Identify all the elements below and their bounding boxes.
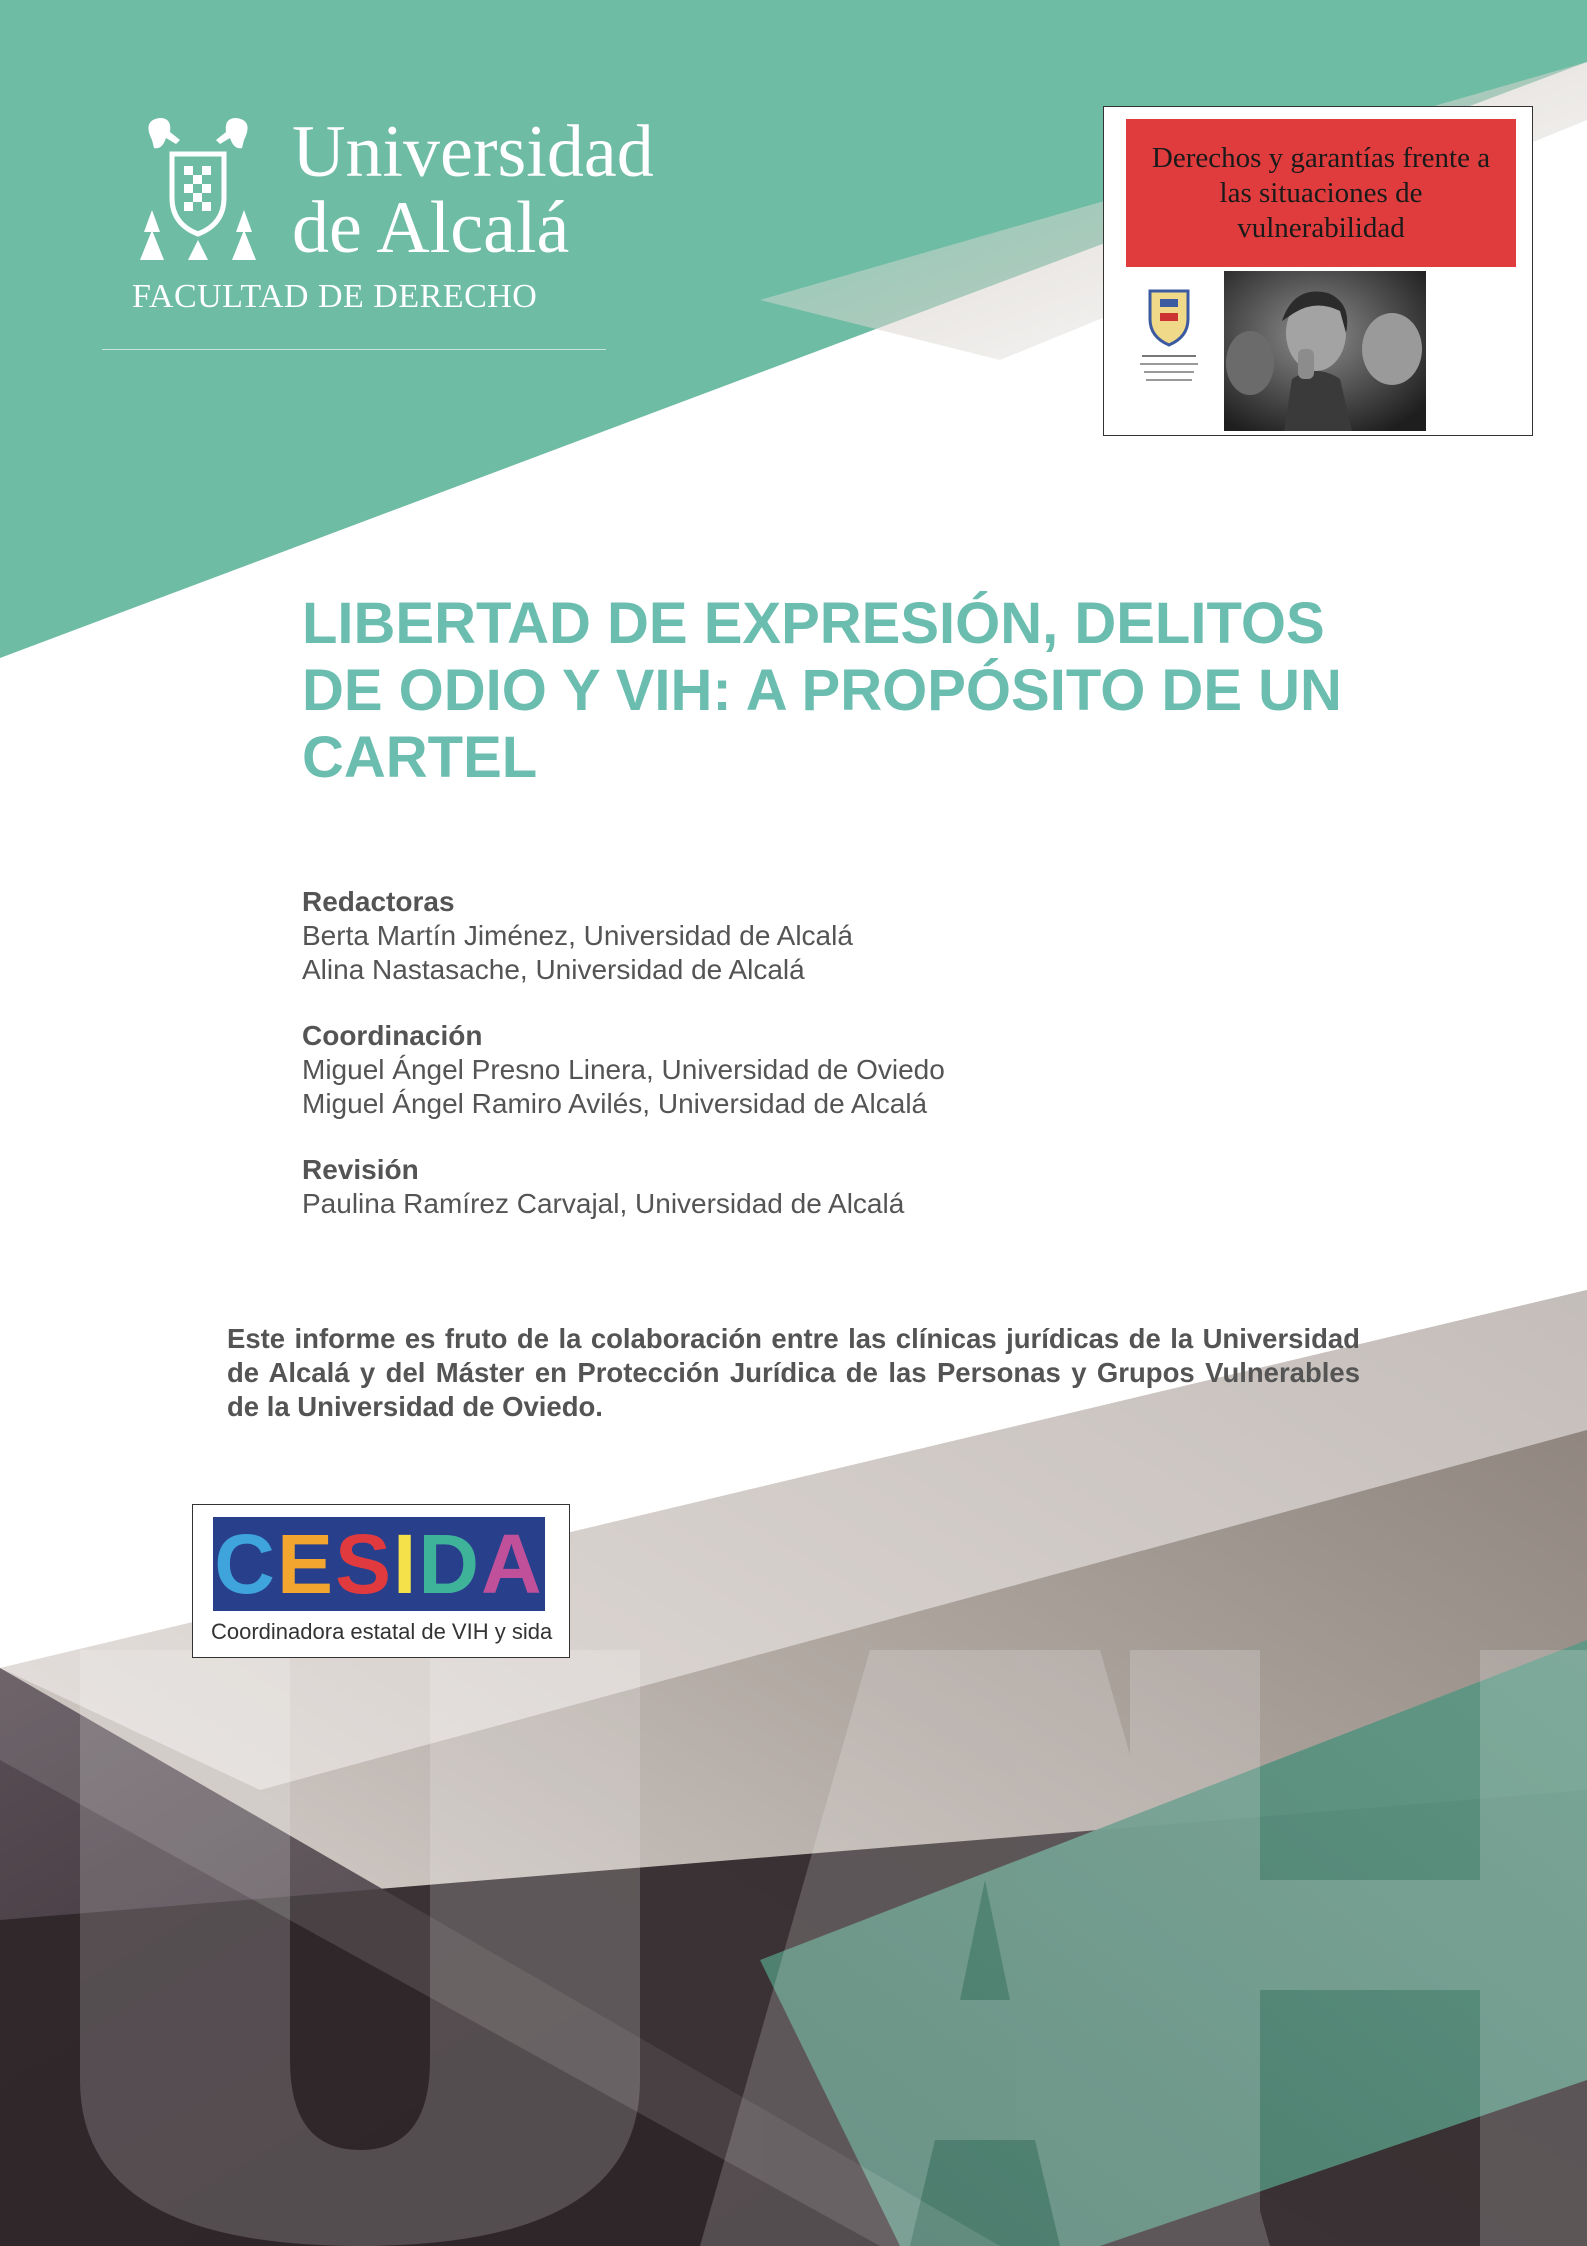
series-cover-thumbnail (1103, 106, 1533, 436)
credit-name: Miguel Ángel Presno Linera, Universidad de Oviedo (302, 1054, 945, 1085)
university-crest-icon (132, 110, 264, 260)
logo-divider (102, 349, 606, 350)
university-name-line1: Universidad (292, 111, 654, 193)
cesida-logo (192, 1504, 570, 1658)
faculty-name: FACULTAD DE DERECHO (132, 278, 538, 315)
cesida-tagline: Coordinadora estatal de VIH y sida (211, 1619, 553, 1644)
portrait-photo (1224, 271, 1426, 431)
credits-heading: Redactoras (302, 886, 455, 917)
credits-authors (302, 885, 1202, 987)
credit-name: Alina Nastasache, Universidad de Alcalá (302, 954, 805, 985)
credit-name: Paulina Ramírez Carvajal, Universidad de Alcalá (302, 1188, 905, 1219)
cesida-wordmark-letter: D (418, 1517, 482, 1611)
credits-review (302, 1153, 1202, 1221)
credits-heading: Coordinación (302, 1020, 483, 1051)
university-name-line2: de Alcalá (292, 187, 570, 269)
cesida-wordmark (213, 1517, 545, 1611)
university-name (292, 111, 654, 269)
credits-coordination (302, 1019, 1202, 1121)
cesida-wordmark-letter: S (334, 1517, 394, 1611)
collaboration-note: Este informe es fruto de la colaboración entre las clínicas jurídicas de la Universidad de Alcalá y del Máster en Protección Jurídica de las Personas y Grupos Vulnerables de la Universidad de Oviedo. (227, 1323, 1360, 1422)
oviedo-crest-icon (1138, 285, 1200, 395)
credit-name: Miguel Ángel Ramiro Avilés, Universidad de Alcalá (302, 1088, 928, 1119)
cesida-wordmark-letter: C (214, 1517, 277, 1611)
cesida-wordmark-letter: I (393, 1517, 419, 1611)
credits-section (302, 885, 1202, 1253)
credit-name: Berta Martín Jiménez, Universidad de Alcalá (302, 920, 853, 951)
series-title-banner: Derechos y garantías frente a las situaciones de vulnerabilidad (1126, 119, 1516, 267)
university-logo (100, 110, 660, 360)
cesida-wordmark-letter: E (276, 1517, 335, 1611)
cesida-wordmark-letter: A (481, 1517, 544, 1611)
report-title: LIBERTAD DE EXPRESIÓN, DELITOS DE ODIO Y VIH: A PROPÓSITO DE UN CARTEL (302, 591, 1342, 790)
credits-heading: Revisión (302, 1154, 419, 1185)
